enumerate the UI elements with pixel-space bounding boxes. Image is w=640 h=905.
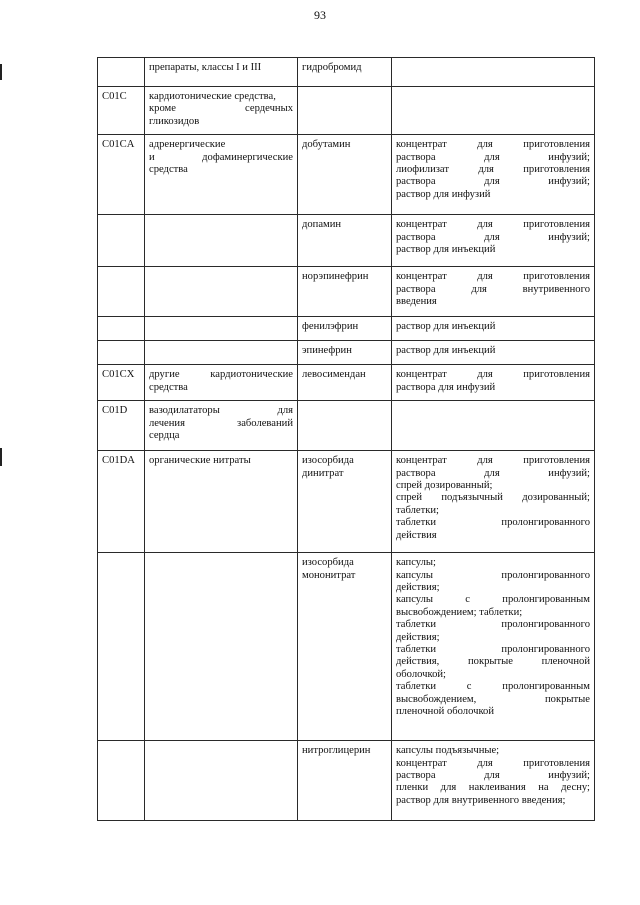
dosage-form-cell	[392, 341, 595, 365]
table-row	[98, 135, 595, 215]
group-line: другие кардиотонические	[149, 369, 293, 381]
page-number: 93	[314, 8, 326, 22]
dosage-form-cell	[392, 58, 595, 87]
dosage-form-line: концентрат для приготовления	[396, 139, 590, 151]
dosage-form-cell	[392, 267, 595, 317]
dosage-form-line: концентрат для приготовления	[396, 369, 590, 381]
atc-code-cell	[98, 87, 145, 135]
group-line: вазодилататоры для	[149, 405, 293, 417]
dosage-form-cell	[392, 87, 595, 135]
dosage-form-line: раствора для инфузий	[396, 381, 496, 393]
group-cell	[145, 341, 298, 365]
table-row	[98, 451, 595, 553]
drug-name-cell	[298, 267, 392, 317]
group-line: препараты, классы I и III	[149, 62, 262, 73]
group-line: и дофаминергические	[149, 151, 293, 163]
group-cell	[145, 215, 298, 267]
drug-name-cell	[298, 87, 392, 135]
dosage-form-line: раствора для инфузий;	[396, 770, 590, 782]
drug-name-cell	[298, 365, 392, 401]
group-line: средства	[149, 164, 188, 176]
table-row	[98, 341, 595, 365]
table-row	[98, 401, 595, 451]
atc-code-cell	[98, 317, 145, 341]
atc-code-cell	[98, 267, 145, 317]
dosage-form-cell	[392, 741, 595, 821]
drug-name-cell	[298, 317, 392, 341]
dosage-form-cell	[392, 215, 595, 267]
dosage-form-line: концентрат для приготовления	[396, 271, 590, 283]
drug-name-line: изосорбида	[302, 455, 354, 467]
dosage-form-cell	[392, 401, 595, 451]
group-cell	[145, 135, 298, 215]
atc-code-cell	[98, 58, 145, 87]
drug-name-line: добутамин	[302, 139, 351, 151]
group-cell	[145, 741, 298, 821]
dosage-form-line: лиофилизат для приготовления	[396, 164, 590, 176]
group-line: средства	[149, 381, 188, 393]
table-row	[98, 317, 595, 341]
dosage-form-line: действия	[396, 529, 437, 541]
dosage-form-line: раствора для инфузий;	[396, 231, 590, 243]
atc-code-cell	[98, 215, 145, 267]
atc-code-cell	[98, 553, 145, 741]
dosage-form-line: оболочкой;	[396, 668, 446, 680]
dosage-form-cell	[392, 135, 595, 215]
dosage-form-line: действия;	[396, 582, 440, 594]
dosage-form-line: раствор для инфузий	[396, 188, 491, 200]
atc-code: C01D	[102, 405, 128, 417]
drug-name-line: мононитрат	[302, 569, 356, 581]
dosage-form-line: спрей подъязычный дозированный;	[396, 492, 590, 504]
dosage-form-cell	[392, 451, 595, 553]
dosage-form-line: высвобождением, покрытые	[396, 693, 590, 705]
dosage-form-line: действия;	[396, 631, 440, 643]
dosage-form-line: раствора для внутривенного	[396, 283, 590, 295]
group-line: кардиотонические средства,	[149, 91, 276, 102]
group-cell	[145, 451, 298, 553]
atc-code-cell	[98, 341, 145, 365]
group-line: кроме сердечных	[149, 103, 293, 115]
drug-name-cell	[298, 58, 392, 87]
table-row	[98, 741, 595, 821]
drug-name-line: левосимендан	[302, 369, 366, 381]
dosage-form-line: таблетки с пролонгированным	[396, 681, 590, 693]
dosage-form-line: действия, покрытые пленочной	[396, 656, 590, 668]
dosage-form-line: раствор для внутривенного введения;	[396, 794, 566, 806]
group-cell	[145, 401, 298, 451]
atc-code-cell	[98, 741, 145, 821]
dosage-form-line: концентрат для приготовления	[396, 757, 590, 769]
dosage-form-line: концентрат для приготовления	[396, 455, 590, 467]
dosage-form-line: раствора для инфузий;	[396, 467, 590, 479]
drug-name-line: норэпинефрин	[302, 271, 369, 283]
drug-name-cell	[298, 215, 392, 267]
dosage-form-line: капсулы пролонгированного	[396, 569, 590, 581]
drug-name-line: эпинефрин	[302, 345, 352, 357]
atc-code: C01CA	[102, 139, 135, 151]
dosage-form-line: раствор для инъекций	[396, 345, 496, 357]
dosage-form-line: таблетки пролонгированного	[396, 619, 590, 631]
dosage-form-line: таблетки пролонгированного	[396, 644, 590, 656]
drug-name-cell	[298, 401, 392, 451]
table-row	[98, 553, 595, 741]
group-line: органические нитраты	[149, 455, 251, 467]
scan-edge-mark	[0, 448, 2, 466]
table-row	[98, 215, 595, 267]
drug-name-line: динитрат	[302, 467, 344, 479]
dosage-form-line: пленочной оболочкой	[396, 706, 495, 718]
group-cell	[145, 365, 298, 401]
drug-name-line: фенилэфрин	[302, 321, 359, 333]
dosage-form-line: раствор для инъекций	[396, 244, 496, 256]
table-row	[98, 58, 595, 87]
dosage-form-line: таблетки;	[396, 504, 439, 516]
dosage-form-cell	[392, 317, 595, 341]
dosage-form-line: концентрат для приготовления	[396, 219, 590, 231]
drug-table	[97, 57, 595, 821]
dosage-form-line: раствор для инъекций	[396, 321, 496, 333]
atc-code: C01CX	[102, 369, 135, 381]
drug-name-line: нитроглицерин	[302, 745, 371, 757]
group-cell	[145, 553, 298, 741]
group-line: гликозидов	[149, 115, 200, 127]
dosage-form-line: высвобождением; таблетки;	[396, 606, 523, 618]
atc-code-cell	[98, 451, 145, 553]
table-row	[98, 87, 595, 135]
drug-name-cell	[298, 341, 392, 365]
dosage-form-line: капсулы с пролонгированным	[396, 594, 590, 606]
atc-code: C01C	[102, 91, 127, 102]
group-cell	[145, 87, 298, 135]
group-line: адренергические	[149, 139, 226, 151]
dosage-form-line: раствора для инфузий;	[396, 151, 590, 163]
atc-code-cell	[98, 365, 145, 401]
atc-code-cell	[98, 401, 145, 451]
drug-name-cell	[298, 741, 392, 821]
dosage-form-cell	[392, 553, 595, 741]
dosage-form-line: капсулы;	[396, 557, 436, 569]
dosage-form-line: капсулы подъязычные;	[396, 745, 500, 757]
drug-name-line: изосорбида	[302, 557, 354, 569]
table-row	[98, 267, 595, 317]
drug-name-cell	[298, 451, 392, 553]
dosage-form-line: таблетки пролонгированного	[396, 517, 590, 529]
group-line: лечения заболеваний	[149, 417, 293, 429]
group-line: сердца	[149, 430, 180, 442]
drug-name-line: гидробромид	[302, 62, 362, 73]
table-row	[98, 365, 595, 401]
dosage-form-line: раствора для инфузий;	[396, 176, 590, 188]
drug-name-line: допамин	[302, 219, 342, 231]
table-body	[98, 58, 595, 821]
dosage-form-line: пленки для наклеивания на десну;	[396, 782, 590, 794]
dosage-form-line: спрей дозированный;	[396, 480, 493, 492]
atc-code-cell	[98, 135, 145, 215]
dosage-form-cell	[392, 365, 595, 401]
group-cell	[145, 317, 298, 341]
drug-name-cell	[298, 135, 392, 215]
group-cell	[145, 267, 298, 317]
group-cell	[145, 58, 298, 87]
atc-code: C01DA	[102, 455, 135, 467]
scan-edge-mark	[0, 64, 2, 80]
dosage-form-line: введения	[396, 296, 437, 308]
drug-name-cell	[298, 553, 392, 741]
